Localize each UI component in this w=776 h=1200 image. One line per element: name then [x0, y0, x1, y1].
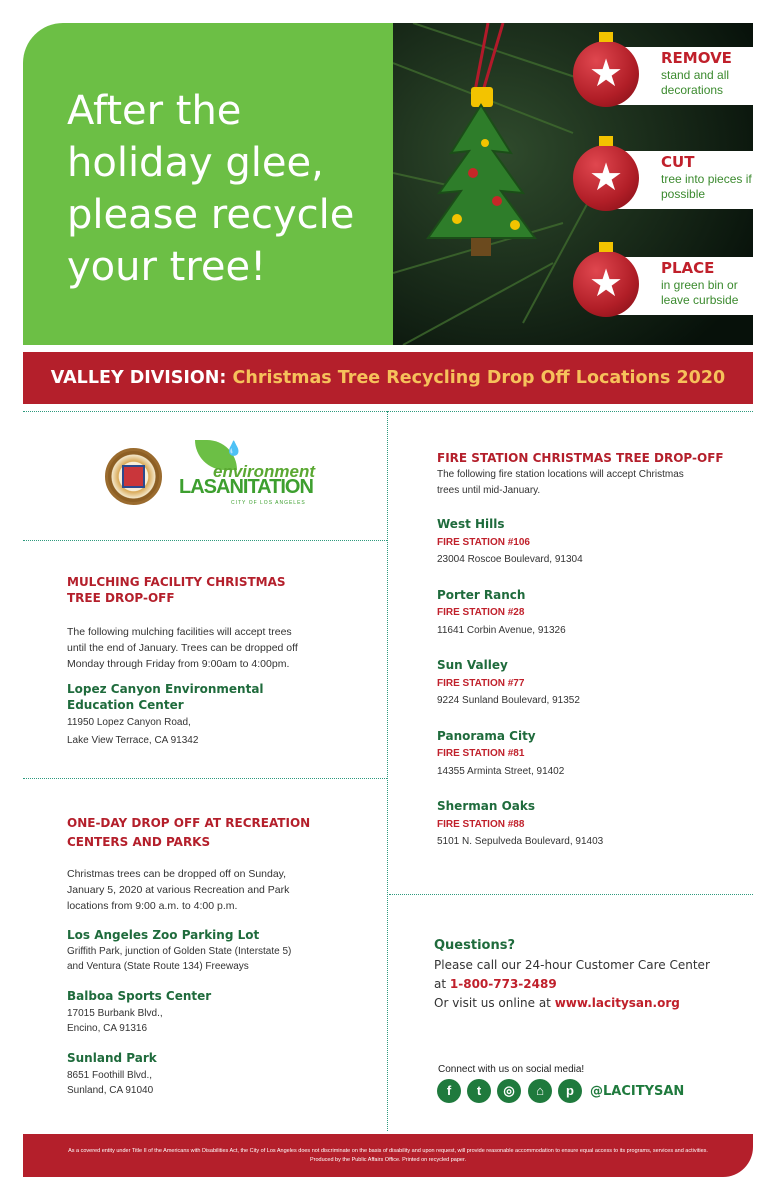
step-place — [573, 251, 753, 321]
location-name: Los Angeles Zoo Parking Lot — [67, 928, 260, 942]
hero-title: After the holiday glee, please recycle your tree! — [67, 88, 355, 290]
location-address: 17015 Burbank Blvd., Encino, CA 91316 — [67, 1008, 163, 1034]
footer-disclaimer — [23, 1134, 753, 1177]
mulching-body: The following mulching facilities will accept trees until the end of January. Trees can be dropped off Monday through Friday from 9:00am to 4:00pm. — [67, 626, 298, 670]
location-address: 11950 Lopez Canyon Road, Lake View Terrace, CA 91342 — [67, 717, 199, 746]
footer-line: As a covered entity under Title II of the Americans with Disabilities Act, the City of Los Angeles does not discriminate on the basis of disability and upon request, will provide reasonable accommodation to ensure equal access to its programs, services and activities. — [68, 1148, 708, 1154]
station-area: West Hills — [437, 517, 505, 531]
ornament-icon: ★ — [573, 251, 639, 317]
division-banner — [23, 352, 753, 404]
logo-city-text: CITY OF LOS ANGELES — [231, 500, 306, 506]
station-number: FIRE STATION #28 — [437, 607, 525, 618]
oneday-body: Christmas trees can be dropped off on Sunday, January 5, 2020 at various Recreation and Park locations from 9:00 a.m. to 4:00 p.m. — [67, 868, 290, 912]
step-heading: REMOVE — [661, 49, 732, 67]
questions-heading: Questions? — [434, 938, 515, 953]
christmas-tree-photo — [393, 23, 753, 345]
facebook-icon[interactable]: f — [437, 1079, 461, 1103]
station-number: FIRE STATION #88 — [437, 819, 525, 830]
lasan-logo: 💧 environment LASANITATION CITY OF LOS ANGELES — [179, 440, 316, 506]
station-area: Panorama City — [437, 729, 536, 743]
fire-heading: FIRE STATION CHRISTMAS TREE DROP-OFF — [437, 451, 724, 465]
nextdoor-icon[interactable]: ⌂ — [528, 1079, 552, 1103]
social-handle[interactable]: @LACITYSAN — [590, 1084, 685, 1099]
step-cut — [573, 145, 753, 215]
step-heading: PLACE — [661, 259, 715, 277]
station-address: 9224 Sunland Boulevard, 91352 — [437, 695, 580, 706]
mulching-heading: MULCHING FACILITY CHRISTMAS TREE DROP-OFF — [67, 575, 286, 605]
location-name: Sunland Park — [67, 1051, 157, 1065]
footer-line: Produced by the Public Affairs Office. Printed on recycled paper. — [309, 1157, 467, 1163]
station-area: Sun Valley — [437, 658, 508, 672]
station-address: 5101 N. Sepulveda Boulevard, 91403 — [437, 836, 604, 847]
step-text: tree into pieces if possible — [661, 172, 752, 201]
station-area: Sherman Oaks — [437, 799, 535, 813]
questions-web-line: Or visit us online at www.lacitysan.org — [434, 996, 680, 1010]
station-number: FIRE STATION #81 — [437, 748, 525, 759]
divider — [389, 894, 753, 895]
logo-environment-text: environment — [213, 462, 316, 481]
station-number: FIRE STATION #106 — [437, 537, 530, 548]
pinterest-icon[interactable]: p — [558, 1079, 582, 1103]
location-name: Lopez Canyon Environmental Education Center — [67, 682, 264, 712]
hero — [23, 23, 753, 345]
questions-line: Please call our 24-hour Customer Care Center — [434, 958, 710, 972]
fire-body: The following fire station locations will accept Christmas trees until mid-January. — [437, 469, 684, 496]
step-text: stand and all decorations — [661, 68, 730, 97]
banner-lead: VALLEY DIVISION: — [50, 368, 227, 388]
station-address: 14355 Arminta Street, 91402 — [437, 766, 565, 777]
location-address: 8651 Foothill Blvd., Sunland, CA 91040 — [67, 1070, 154, 1096]
ornament-icon: ★ — [573, 41, 639, 107]
step-heading: CUT — [661, 153, 695, 171]
location-address: Griffith Park, junction of Golden State (Interstate 5) and Ventura (State Route 134) Freeways — [67, 946, 292, 972]
station-number: FIRE STATION #77 — [437, 678, 525, 689]
phone-link[interactable]: 1-800-773-2489 — [449, 977, 557, 991]
station-address: 11641 Corbin Avenue, 91326 — [437, 625, 566, 636]
questions-phone-line: at 1-800-773-2489 — [434, 977, 557, 991]
ornament-icon: ★ — [573, 145, 639, 211]
step-remove — [573, 41, 753, 111]
station-area: Porter Ranch — [437, 588, 526, 602]
divider — [23, 411, 753, 412]
twitter-icon[interactable]: t — [467, 1079, 491, 1103]
oneday-heading: ONE-DAY DROP OFF AT RECREATION CENTERS AND PARKS — [67, 816, 311, 849]
website-link[interactable]: www.lacitysan.org — [554, 996, 680, 1010]
divider — [387, 411, 388, 1131]
logos — [105, 440, 316, 510]
banner-title: Christmas Tree Recycling Drop Off Locations 2020 — [232, 368, 726, 388]
station-address: 23004 Roscoe Boulevard, 91304 — [437, 554, 583, 565]
divider — [23, 540, 387, 541]
step-text: in green bin or leave curbside — [661, 278, 739, 307]
instagram-icon[interactable]: ◎ — [497, 1079, 521, 1103]
location-name: Balboa Sports Center — [67, 989, 212, 1003]
social-heading: Connect with us on social media! — [438, 1064, 585, 1075]
logo-sanitation-text: LASANITATION — [179, 476, 313, 498]
city-seal-icon — [105, 448, 162, 505]
divider — [23, 778, 387, 779]
